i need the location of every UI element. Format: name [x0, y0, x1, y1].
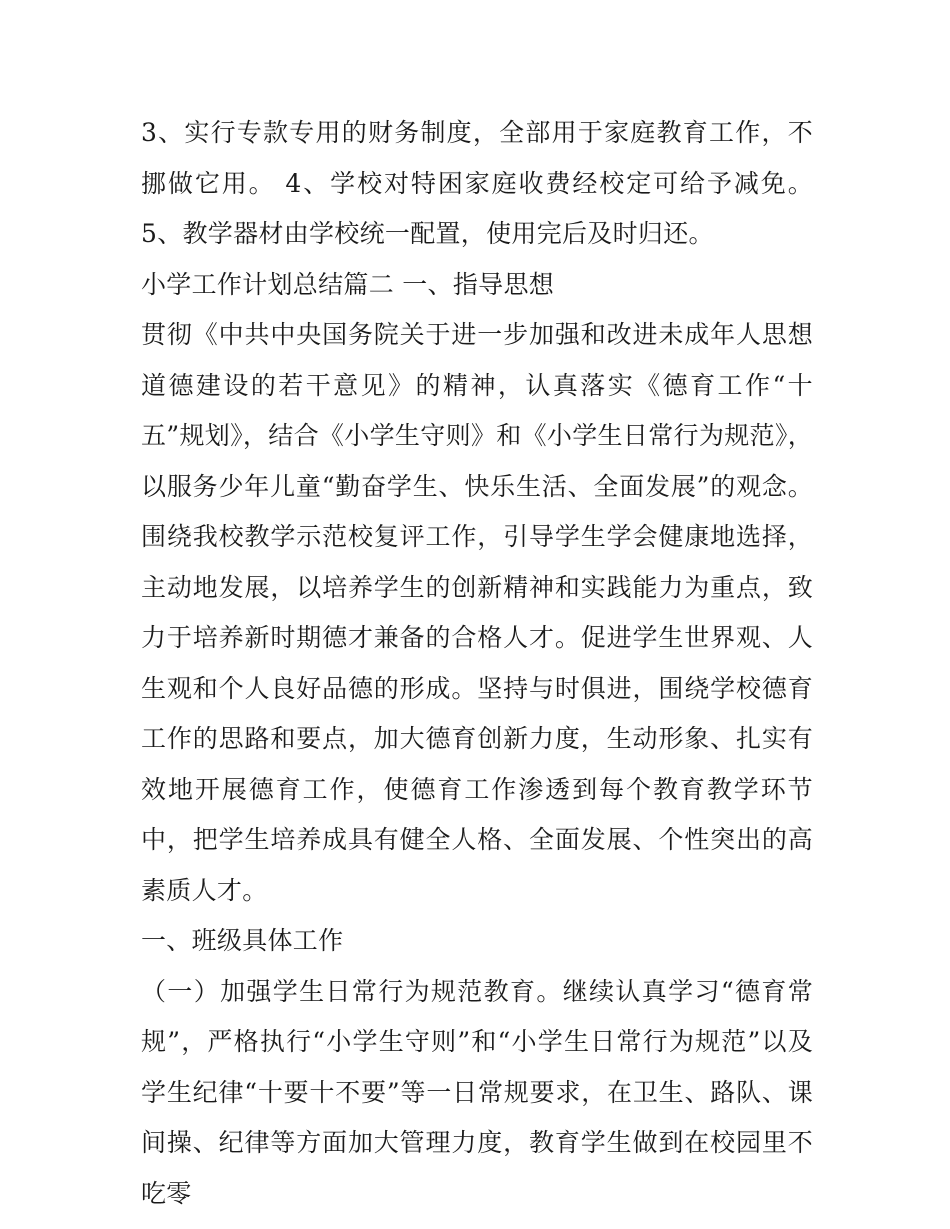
document-body — [141, 108, 813, 1219]
section-heading-guiding-ideology: 小学工作计划总结篇二 一、指导思想 — [141, 269, 555, 299]
paragraph-finance-rules: 3、实行专款专用的财务制度，全部用于家庭教育工作，不挪做它用。 4、学校对特困家庭收费经校定可给予减免。 5、教学器材由学校统一配置，使用完后及时归还。 — [141, 118, 813, 248]
section-heading-class-work: 一、班级具体工作 — [141, 926, 344, 955]
paragraph-guiding-ideology: 贯彻《中共中央国务院关于进一步加强和改进未成年人思想道德建设的若干意见》的精神，认真落实《德育工作“十五”规划》，结合《小学生守则》和《小学生日常行为规范》，以服务少年儿童“勤奋学生、快乐生活、全面发展”的观念。围绕我校教学示范校复评工作，引导学生学会健康地选择，主动地发展，以培养学生的创新精神和实践能力为重点，致力于培养新时期德才兼备的合格人才。促进学生世界观、人生观和个人良好品德的形成。坚持与时俱进，围绕学校德育工作的思路和要点，加大德育创新力度，生动形象、扎实有效地开展德育工作，使德育工作渗透到每个教育教学环节中，把学生培养成具有健全人格、全面发展、个性突出的高素质人才。 — [141, 320, 813, 905]
paragraph-behavior-education: （一）加强学生日常行为规范教育。继续认真学习“德育常规”，严格执行“小学生守则”和“小学生日常行为规范”以及学生纪律“十要十不要”等一日常规要求，在卫生、路队、课间操、纪律等方面加大管理力度，教育学生做到在校园里不吃零 — [141, 976, 813, 1208]
